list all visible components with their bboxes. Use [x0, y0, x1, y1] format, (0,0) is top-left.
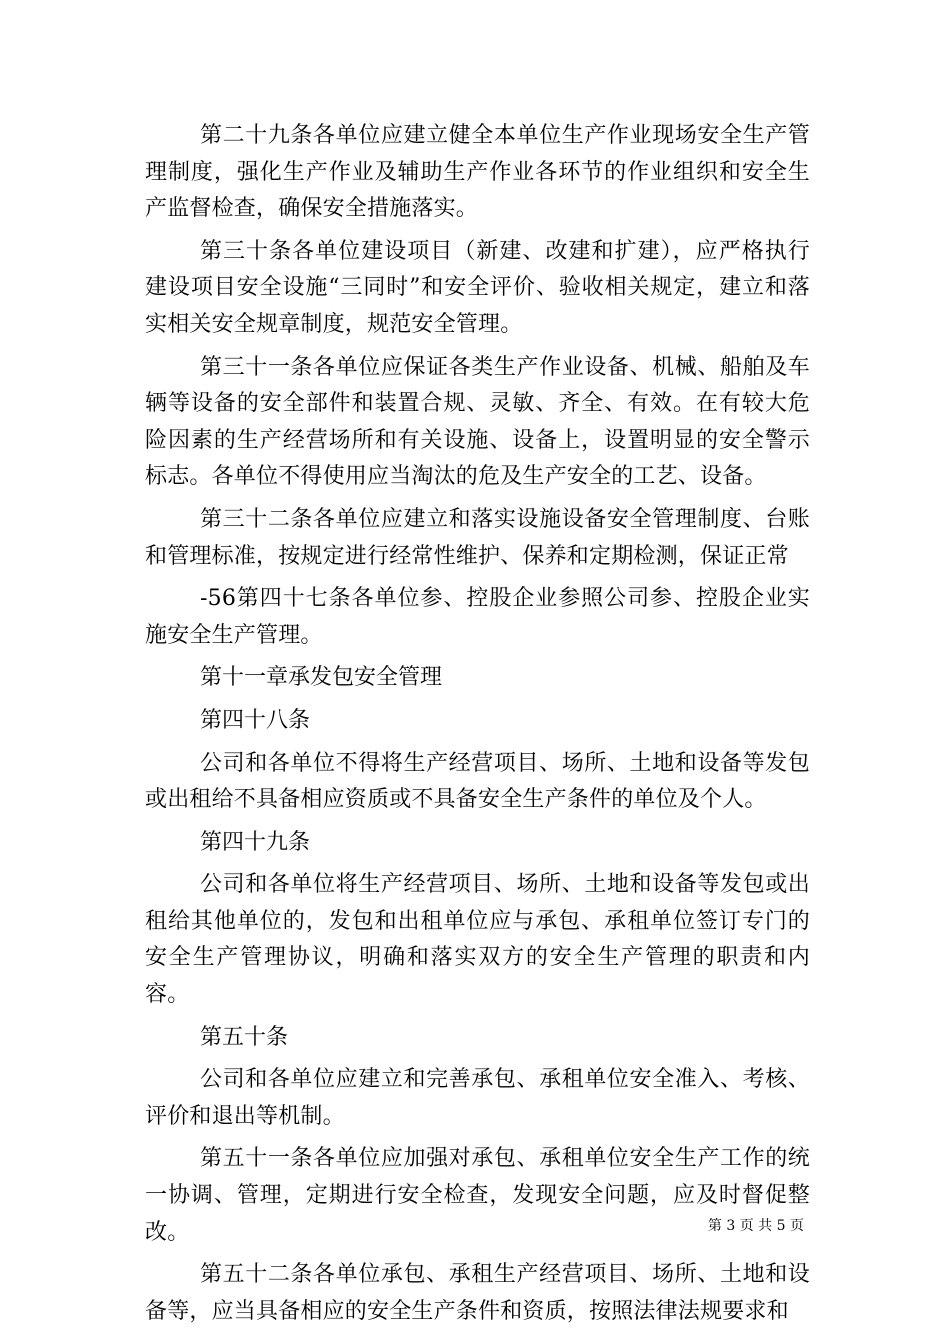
document-body [145, 118, 810, 1330]
article-heading-49: 第四十九条 [200, 829, 311, 855]
paragraph-article-49: 公司和各单位将生产经营项目、场所、土地和设备等发包或出租给其他单位的，发包和出租单位应与承包、承租单位签订专门的安全生产管理协议，明确和落实双方的安全生产管理的职责和内容。 [145, 872, 810, 1008]
article-heading-50: 第五十条 [200, 1024, 289, 1050]
paragraph-article-51: 第五十一条各单位应加强对承包、承租单位安全生产工作的统一协调、管理，定期进行安全检查，发现安全问题，应及时督促整改。 [145, 1146, 810, 1245]
page-number-footer: 第 3 页 共 5 页 [707, 1218, 804, 1234]
paragraph-article-48: 公司和各单位不得将生产经营项目、场所、土地和设备等发包或出租给不具备相应资质或不具备安全生产条件的单位及个人。 [145, 750, 810, 813]
chapter-heading-11: 第十一章承发包安全管理 [200, 665, 443, 691]
paragraph-article-30: 第三十条各单位建设项目（新建、改建和扩建），应严格执行建设项目安全设施“三同时”和安全评价、验收相关规定，建立和落实相关安全规章制度，规范安全管理。 [145, 238, 810, 337]
paragraph-article-50: 公司和各单位应建立和完善承包、承租单位安全准入、考核、评价和退出等机制。 [145, 1067, 810, 1129]
paragraph-article-52: 第五十二条各单位承包、承租生产经营项目、场所、土地和设备等，应当具备相应的安全生产条件和资质，按照法律法规要求和 [145, 1262, 810, 1324]
paragraph-article-47: -56第四十七条各单位参、控股企业参照公司参、控股企业实施安全生产管理。 [145, 586, 810, 648]
paragraph-article-32: 第三十二条各单位应建立和落实设施设备安全管理制度、台账和管理标准，按规定进行经常性维护、保养和定期检测，保证正常 [145, 506, 810, 569]
paragraph-article-31: 第三十一条各单位应保证各类生产作业设备、机械、船舶及车辆等设备的安全部件和装置合规、灵敏、齐全、有效。在有较大危险因素的生产经营场所和有关设施、设备上，设置明显的安全警示标志。各单位不得使用应当淘汰的危及生产安全的工艺、设备。 [145, 354, 810, 490]
article-heading-48: 第四十八条 [200, 707, 311, 733]
paragraph-article-29: 第二十九条各单位应建立健全本单位生产作业现场安全生产管理制度，强化生产作业及辅助生产作业各环节的作业组织和安全生产监督检查，确保安全措施落实。 [145, 123, 810, 222]
